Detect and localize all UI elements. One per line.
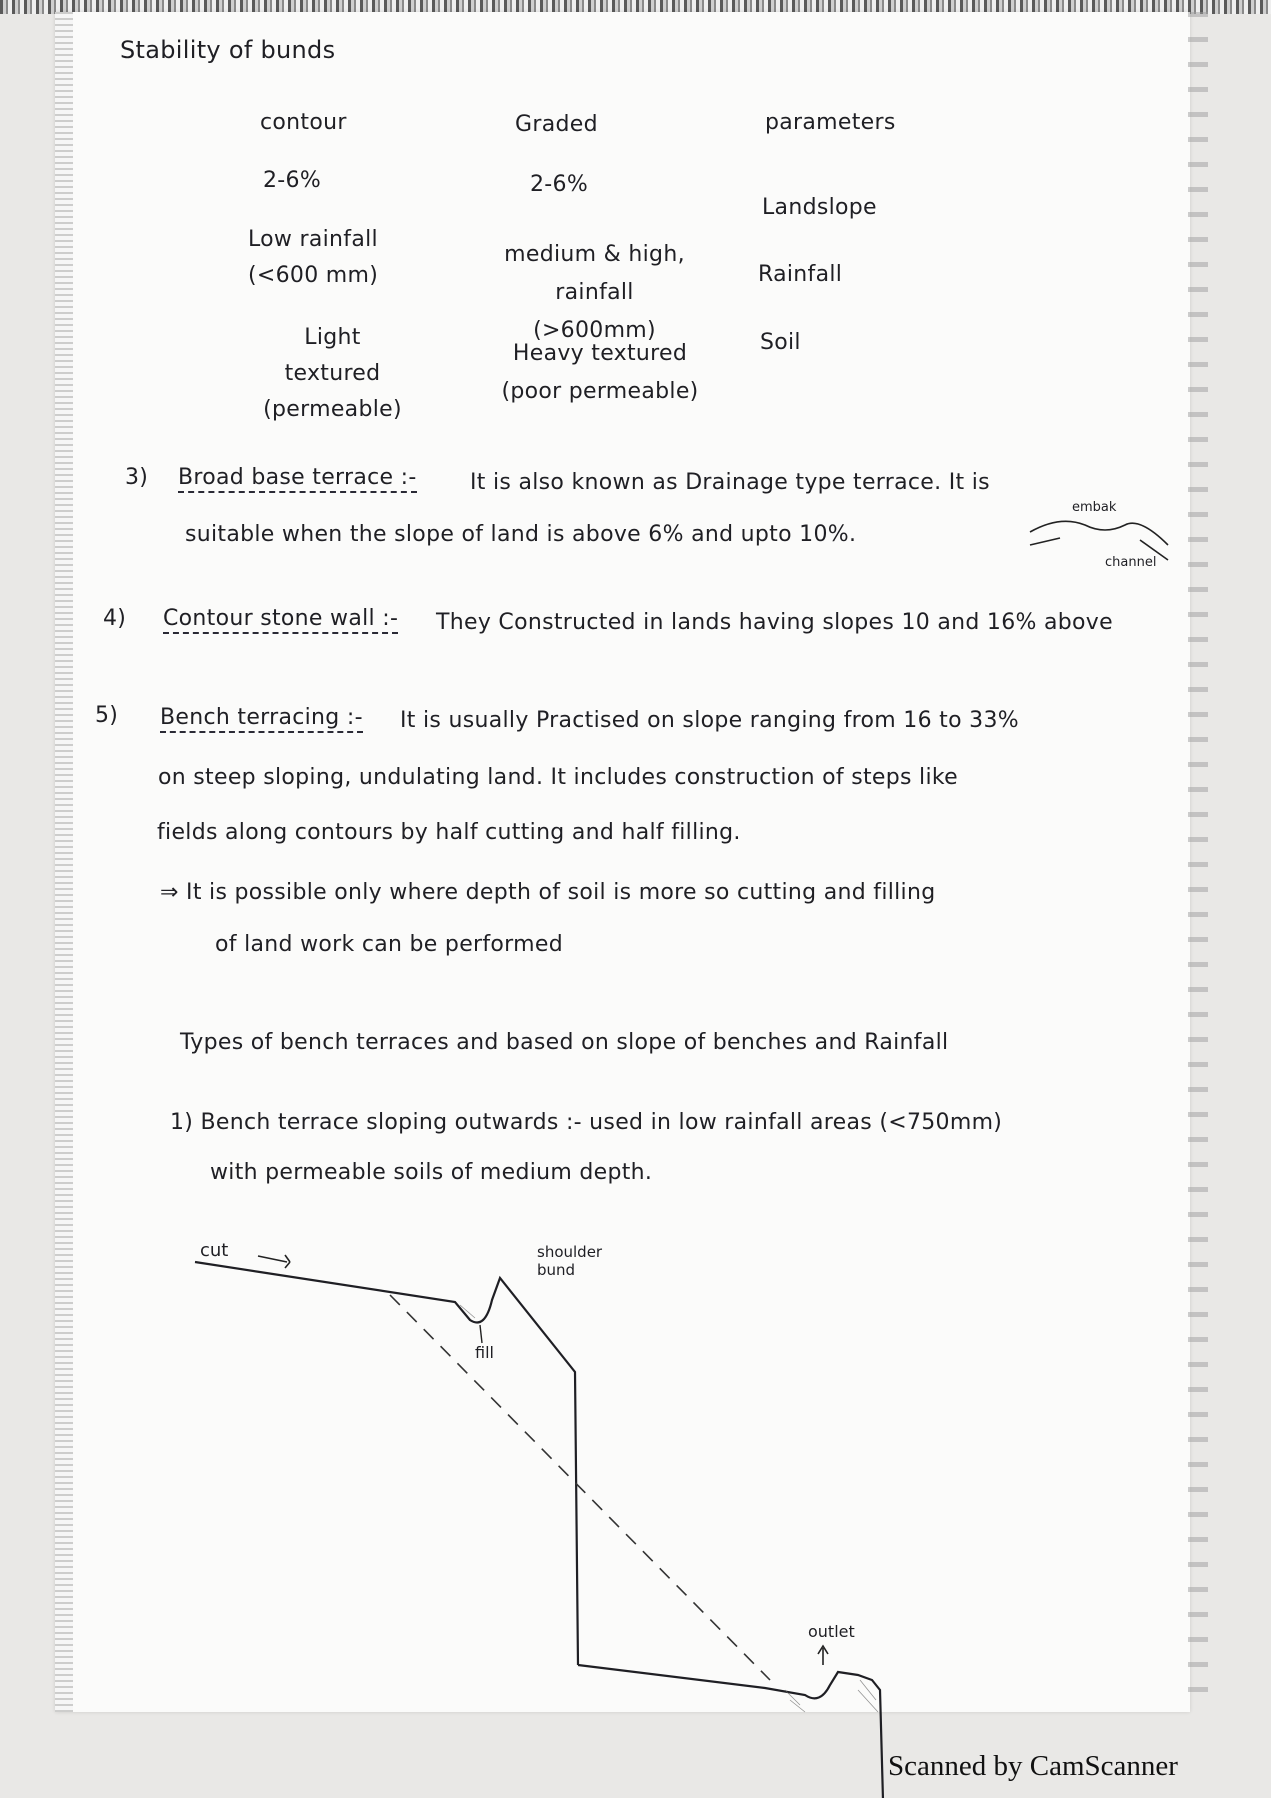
original-slope-line (390, 1295, 770, 1680)
sketch-label-embak: embak (1072, 500, 1117, 515)
section-5-note2: of land work can be performed (215, 932, 563, 957)
table-header-contour: contour (260, 110, 347, 135)
diagram-label-outlet: outlet (808, 1622, 855, 1641)
table-cell-param-landslope: Landslope (762, 195, 877, 220)
scanner-watermark: Scanned by CamScanner (888, 1750, 1178, 1782)
table-header-parameters: parameters (765, 110, 896, 135)
section-3-line1: It is also known as Drainage type terrace. It is (470, 470, 990, 495)
diagram-label-fill: fill (475, 1343, 494, 1362)
table-cell-graded-soil: Heavy textured (poor permeable) (501, 341, 699, 404)
section-4-number: 4) (103, 606, 127, 631)
section-3-term: Broad base terrace :- (178, 465, 417, 493)
diagram-label-cut: cut (200, 1240, 229, 1261)
section-5-line3: fields along contours by half cutting and half filling. (157, 820, 741, 845)
diagram-label-shoulder-bund: shoulder bund (537, 1243, 603, 1279)
section-4-term: Contour stone wall :- (163, 606, 398, 634)
sketch-label-channel: channel (1105, 555, 1157, 570)
table-header-graded: Graded (515, 112, 598, 137)
bench-terrace-profile (195, 1262, 883, 1798)
section-4-line1: They Constructed in lands having slopes 10 and 16% above (436, 610, 1113, 635)
table-cell-contour-slope: 2-6% (263, 168, 322, 193)
table-cell-param-rainfall: Rainfall (758, 262, 843, 287)
section-5-term: Bench terracing :- (160, 705, 363, 733)
types-intro: Types of bench terraces and based on slope of benches and Rainfall (180, 1030, 949, 1055)
fill-arrow (480, 1325, 482, 1343)
cut-arrow (258, 1256, 287, 1262)
section-3-line2: suitable when the slope of land is above 6% and upto 10%. (185, 522, 857, 547)
section-5-note1: ⇒ It is possible only where depth of soil is more so cutting and filling (160, 880, 936, 905)
table-cell-contour-soil: Light textured (permeable) (263, 325, 402, 422)
table-cell-graded-slope: 2-6% (530, 172, 589, 197)
section-3-number: 3) (125, 465, 149, 490)
table-cell-contour-rainfall: Low rainfall (<600 mm) (248, 227, 379, 288)
bench-shading (460, 1305, 878, 1712)
types-item1-line2: with permeable soils of medium depth. (210, 1160, 653, 1185)
table-cell-graded-rainfall: medium & high, rainfall (>600mm) (504, 242, 685, 343)
section-5-number: 5) (95, 703, 119, 728)
table-cell-param-soil: Soil (760, 330, 801, 355)
types-item1-line1: 1) Bench terrace sloping outwards :- used in low rainfall areas (<750mm) (170, 1110, 1003, 1135)
section-5-line2: on steep sloping, undulating land. It includes construction of steps like (158, 765, 958, 790)
section-5-line1: It is usually Practised on slope ranging from 16 to 33% (400, 708, 1019, 733)
page-heading: Stability of bunds (120, 36, 336, 64)
